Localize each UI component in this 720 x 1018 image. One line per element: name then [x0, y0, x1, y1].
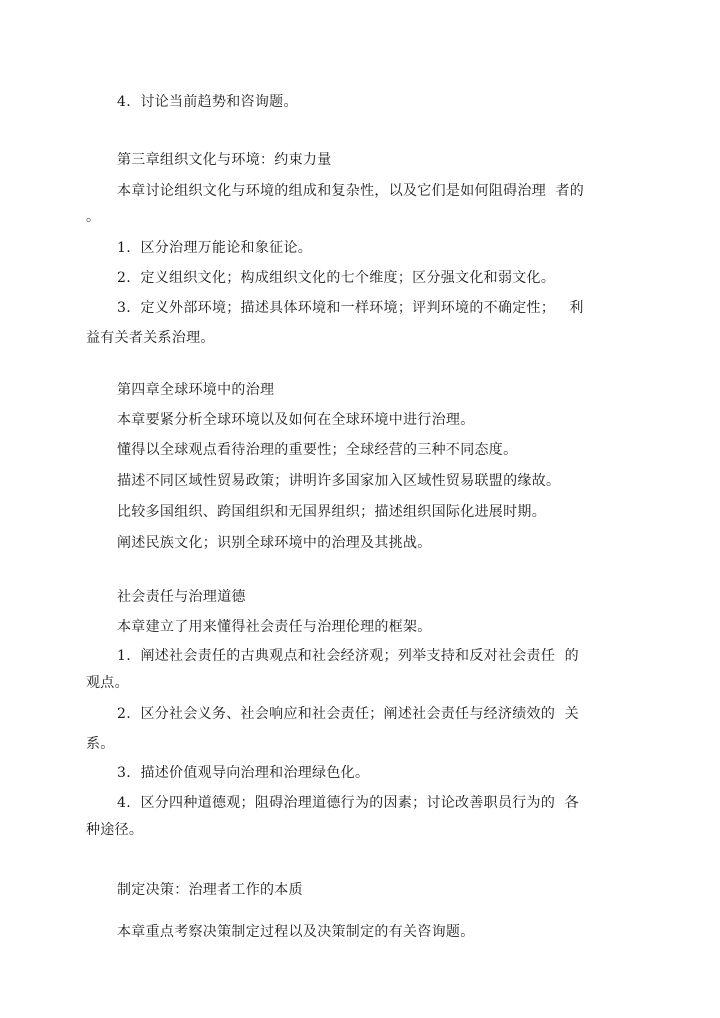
- list-item: 3. 定义外部环境；描述具体环境和一样环境；评判环境的不确定性； 利: [117, 300, 584, 316]
- list-item: 1. 区分治理万能论和象征论。: [117, 240, 313, 256]
- list-item-continuation: 观点。: [86, 675, 129, 691]
- list-item-continuation: 系。: [86, 736, 115, 752]
- section-heading: 第三章组织文化与环境：约束力量: [117, 152, 332, 168]
- section-heading: 制定决策：治理者工作的本质: [117, 882, 303, 898]
- list-item-continuation: 种途径。: [86, 822, 144, 838]
- section-heading: 第四章全球环境中的治理: [117, 382, 275, 398]
- list-item: 2. 区分社会义务、社会响应和社会责任；阐述社会责任与经济绩效的 关: [117, 706, 579, 722]
- section-heading: 社会责任与治理道德: [117, 589, 246, 605]
- paragraph-line: 本章重点考察决策制定过程以及决策制定的有关咨询题。: [117, 924, 475, 940]
- list-item: 1. 阐述社会责任的古典观点和社会经济观；列举支持和反对社会责任 的: [117, 648, 579, 664]
- list-item: 4. 讨论当前趋势和咨询题。: [117, 94, 298, 110]
- paragraph-line: 。: [86, 209, 101, 225]
- list-item: 4. 区分四种道德观；阻碍治理道德行为的因素；讨论改善职员行为的 各: [117, 795, 579, 811]
- paragraph-line: 懂得以全球观点看待治理的重要性；全球经营的三种不同态度。: [117, 442, 518, 458]
- paragraph-line: 本章讨论组织文化与环境的组成和复杂性，以及它们是如何阻碍治理 者的: [117, 183, 585, 199]
- list-item: 2. 定义组织文化；构成组织文化的七个维度；区分强文化和弱文化。: [117, 270, 556, 286]
- paragraph-line: 比较多国组织、跨国组织和无国界组织；描述组织国际化进展时期。: [117, 504, 546, 520]
- paragraph-line: 本章要紧分析全球环境以及如何在全球环境中进行治理。: [117, 412, 475, 428]
- paragraph-line: 描述不同区域性贸易政策；讲明许多国家加入区域性贸易联盟的缘故。: [117, 473, 561, 489]
- paragraph-line: 本章建立了用来懂得社会责任与治理伦理的框架。: [117, 619, 432, 635]
- list-item: 3. 描述价值观导向治理和治理绿色化。: [117, 765, 370, 781]
- paragraph-line: 阐述民族文化；识别全球环境中的治理及其挑战。: [117, 535, 432, 551]
- list-item-continuation: 益有关者关系治理。: [86, 330, 215, 346]
